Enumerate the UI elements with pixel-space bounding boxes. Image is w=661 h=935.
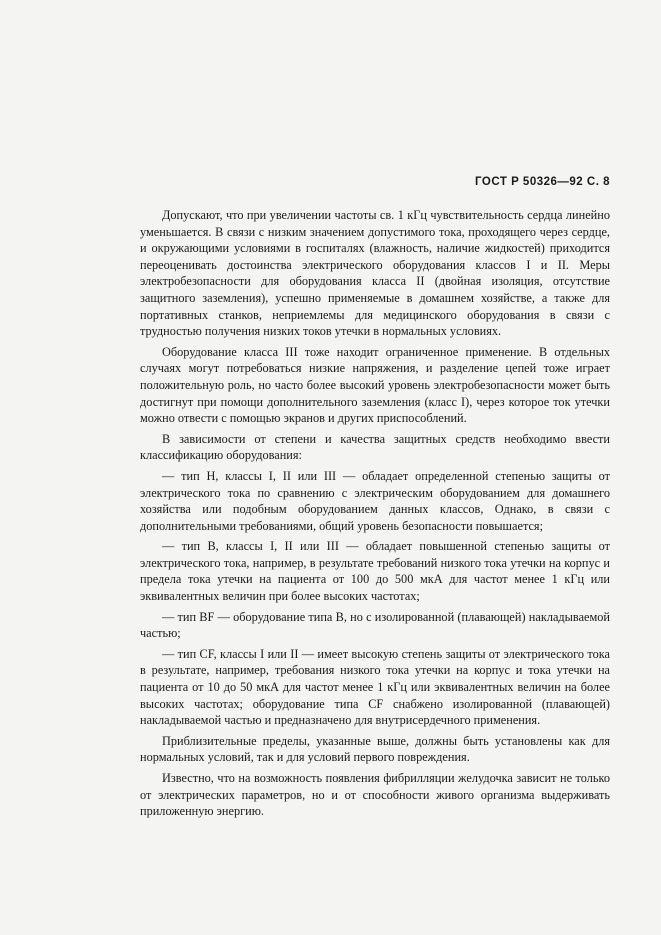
page-running-header: ГОСТ Р 50326—92 С. 8: [475, 176, 610, 188]
paragraph-sensitivity: Допускают, что при увеличении частоты св. 1 кГц чувствительность сердца линейно уменьшается. В связи с низким значением допустимого тока, проходящего через сердце, и окружающими условиями в госпиталях (влажность, наличие жидкостей) приходится переоценивать достоинства электрического оборудования классов I и II. Меры электробезопасности для оборудования класса II (двойная изоляция, отсутствие защитного заземления), успешно применяемые в домашнем хозяйстве, а также для портативных станков, неприемлемы для медицинского оборудования в связи с трудностью получения низких токов утечки в нормальных условиях.: [140, 208, 610, 339]
list-item-type-bf: — тип BF — оборудование типа В, но с изолированной (плавающей) накладываемой частью;: [140, 609, 610, 641]
list-item-type-h: — тип Н, классы I, II или III — обладает определенной степенью защиты от электрического тока по сравнению с электрическим оборудованием для домашнего хозяйства или подобным оборудованием данных классов, Однако, в связи с дополнительными требованиями, общий уровень безопасности повышается;: [140, 468, 610, 533]
list-item-type-b: — тип В, классы I, II или III — обладает повышенной степенью защиты от электрического тока, например, в результате требований низкого тока утечки на корпус и предела тока утечки на пациента от 100 до 500 мкА для частот менее 1 кГц или эквивалентных величин при более высоких частотах;: [140, 539, 610, 604]
paragraph-classification-intro: В зависимости от степени и качества защитных средств необходимо ввести классификацию оборудования:: [140, 431, 610, 463]
paragraph-fibrillation: Известно, что на возможность появления фибрилляции желудочка зависит не только от электрических параметров, но и от способности живого организма выдерживать приложенную энергию.: [140, 771, 610, 819]
paragraph-limits: Приблизительные пределы, указанные выше, должны быть установлены как для нормальных условий, так и для условий первого повреждения.: [140, 733, 610, 765]
list-item-type-cf: — тип CF, классы I или II — имеет высокую степень защиты от электрического тока в результате, например, требования низкого тока утечки на корпус и тока утечки на пациента от 10 до 50 мкА для частот менее 1 кГц или эквивалентных величин на более высоких частотах; оборудование типа CF снабжено изолированной (плавающей) накладываемой частью и предназначено для внутрисердечного применения.: [140, 646, 610, 728]
document-body: [140, 207, 610, 824]
paragraph-class-iii: Оборудование класса III тоже находит ограниченное применение. В отдельных случаях могут потребоваться низкие напряжения, и разделение цепей тоже играет положительную роль, но часто более высокий уровень электробезопасности может быть достигнут при помощи дополнительного заземления (класс I), через которое ток утечки можно отвести с помощью экранов и других приспособлений.: [140, 344, 610, 426]
